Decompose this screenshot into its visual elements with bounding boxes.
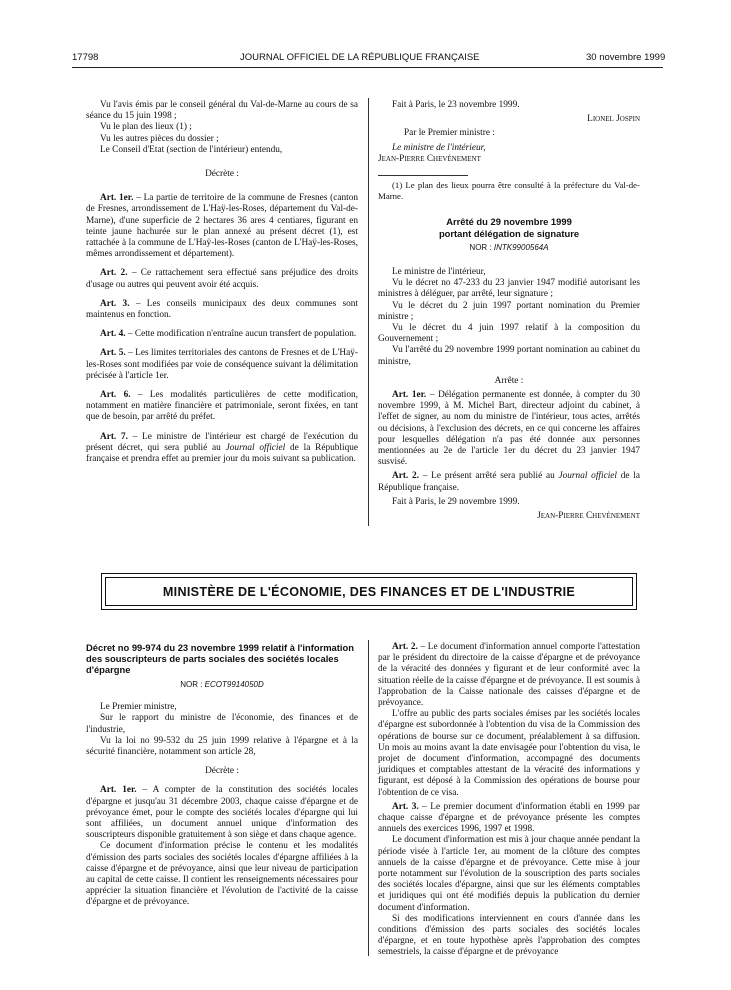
fait-line: Fait à Paris, le 23 novembre 1999.: [392, 100, 520, 110]
article: Art. 4. – Cette modification n'entraîne aucun transfert de population.: [100, 329, 357, 340]
footnote: (1) Le plan des lieux pourra être consulté à la préfecture du Val-de-Marne.: [378, 180, 640, 202]
top-right-column: [378, 100, 640, 522]
vu-line: Le Conseil d'Etat (section de l'intérieur) entendu,: [100, 144, 283, 155]
vu-line: Vu l'avis émis par le conseil général du Val-de-Marne au cours de sa séance du 15 juin 1998 ;: [86, 100, 358, 122]
article: Art. 2. – Ce rattachement sera effectué sans préjudice des droits d'usage ou autres qui peuvent avoir été acquis.: [86, 268, 358, 290]
article: Art. 6. – Les modalités particulières de cette modification, notamment en matière financière et patrimoniale, seront fixées, en tant que de besoin, par arrêté du préfet.: [86, 390, 359, 423]
journal-title: JOURNAL OFFICIEL DE LA RÉPUBLIQUE FRANÇAISE: [240, 52, 480, 63]
arrete-title: Arrêté du 29 novembre 1999: [446, 216, 572, 228]
minister-name: Jean-Pierre Chevènement: [378, 153, 481, 164]
paragraph: Si des modifications interviennent en cours d'année dans les conditions d'émission des parts sociales des sociétés locales d'épargne, et en toute hypothèse après l'approbation des comptes semestriels, la caisse d'épargne et de prévoyance: [378, 913, 640, 958]
decrete-heading: Décrète :: [205, 169, 239, 180]
fait-line: Fait à Paris, le 29 novembre 1999.: [392, 496, 520, 507]
article: Art. 3. – Le premier document d'information établi en 1999 par chaque caisse d'épargne et de prévoyance présente les comptes annuels des exercices 1996, 1997 et 1998.: [378, 801, 640, 835]
page-number: 17798: [72, 52, 99, 63]
top-left-column: [86, 100, 358, 465]
paragraph: L'offre au public des parts sociales émises par les sociétés locales d'épargne est subordonnée à l'obtention du visa de la Commission des opérations de bourse sur ce document, préalablement à sa diffusion. Un mois au moins avant la date envisagée pour l'obtention du visa, le projet de document d'information, accompagné des documents juridiques et comptables attestant de la véracité des informations y figurant, est déposé à la Commission des opérations de bourse pour l'obtention de ce visa.: [378, 709, 640, 798]
vu-line: Vu la loi no 99-532 du 25 juin 1999 relative à l'épargne et à la sécurité financière, notamment son article 28,: [86, 735, 358, 758]
column-divider: [368, 98, 369, 526]
article: Art. 7. – Le ministre de l'intérieur est chargé de l'exécution du présent décret, qui sera publié au Journal officiel de la République française et prendra effet au premier jour du mois suivant sa publication.: [86, 431, 359, 465]
article: Art. 1er. – La partie de territoire de la commune de Fresnes (canton de Fresnes, arrondissement de L'Haÿ-les-Roses, département du Val-de-Marne), d'une superficie de 2 hectares 36 ares 4 centiares, figurant en teinte jaune hachurée sur le plan annexé au présent décret (1), est rattachée à la commune de L'Haÿ-les-Roses (canton de L'Haÿ-les-Roses, mêmes arrondissement et département).: [86, 193, 358, 260]
nor-ref: NOR : ECOT9914050D: [180, 680, 264, 689]
minister-role: Le ministre de l'intérieur,: [392, 142, 486, 153]
signatory: Jean-Pierre Chevènement: [537, 511, 640, 522]
decrete-heading: Décrète :: [205, 766, 239, 777]
arrete-heading: Arrête :: [494, 375, 524, 386]
intro: Le ministre de l'intérieur,: [392, 267, 486, 278]
decree-title: Décret no 99-974 du 23 novembre 1999 relatif à l'information des souscripteurs de parts sociales des sociétés locales d'épargne: [86, 642, 354, 675]
bottom-right-column: [378, 642, 640, 959]
article: Art. 1er. – A compter de la constitution des sociétés locales d'épargne et jusqu'au 31 décembre 2003, chaque caisse d'épargne et de prévoyance émet, pour le compte des sociétés locales d'épargne qui lui sont affiliées, un document annuel unique d'information des souscripteurs disponible gratuitement à son siège et dans chaque agence.: [86, 785, 358, 841]
bottom-left-column: [86, 642, 358, 909]
paragraph: Ce document d'information précise le contenu et les modalités d'émission des parts sociales des sociétés locales d'épargne affiliées à la caisse d'épargne et de prévoyance, ainsi que leur niveau de participation au capital de cette caisse. Il contient les renseignements nécessaires pour apprécier la situation financière et l'évolution de l'activité de la caisse d'épargne et de prévoyance.: [86, 841, 358, 908]
vu-line: Vu le plan des lieux (1) ;: [100, 122, 192, 133]
column-divider: [368, 640, 369, 956]
vu-line: Vu les autres pièces du dossier ;: [100, 133, 219, 144]
article: Art. 1er. – Délégation permanente est donnée, à compter du 30 novembre 1999, à M. Michel Bart, directeur adjoint du cabinet, à l'effet de signer, au nom du ministre de l'intérieur, tous actes, arrêtés ou décisions, à l'exclusion des décrets, en ce qui concerne les affaires pour lesquelles délégation n'a pas été donnée aux personnes mentionnées au 2e de l'article 1er du décret du 23 janvier 1947 susvisé.: [378, 390, 640, 468]
vu-line: Vu le décret du 2 juin 1997 portant nomination du Premier ministre ;: [378, 300, 640, 322]
par-line: Par le Premier ministre :: [404, 128, 495, 139]
ministry-banner: MINISTÈRE DE L'ÉCONOMIE, DES FINANCES ET DE L'INDUSTRIE: [105, 577, 633, 606]
rapport: Sur le rapport du ministre de l'économie, des finances et de l'industrie,: [86, 713, 358, 735]
arrete-subtitle: portant délégation de signature: [438, 227, 580, 239]
header-rule: [72, 67, 663, 68]
vu-line: Vu l'arrêté du 29 novembre 1999 portant nomination au cabinet du ministre,: [378, 345, 640, 367]
article: Art. 2. – Le document d'information annuel comporte l'attestation par le président du directoire de la caisse d'épargne et de prévoyance de la véracité des données y figurant et de leur conformité avec la situation réelle de la caisse d'épargne et de prévoyance. Il est soumis à l'approbation de la Caisse nationale des caisses d'épargne et de prévoyance.: [378, 642, 640, 709]
signatory: Lionel Jospin: [587, 114, 640, 125]
article: Art. 2. – Le présent arrêté sera publié au Journal officiel de la République française.: [378, 471, 640, 493]
vu-line: Vu le décret du 4 juin 1997 relatif à la composition du Gouvernement ;: [378, 323, 640, 345]
footnote-rule: [378, 175, 468, 176]
article: Art. 3. – Les conseils municipaux des deux communes sont maintenus en fonction.: [86, 298, 358, 321]
paragraph: Le document d'information est mis à jour chaque année pendant la période visée à l'article 1er, au moment de la clôture des comptes annuels de la caisse d'épargne et de prévoyance. Cette mise à jour porte notamment sur l'évolution de la souscription des parts sociales des sociétés locales d'épargne, ainsi que sur les éléments comptables et juridiques qui ont été modifiés depuis la publication du dernier document d'information.: [378, 835, 640, 913]
nor-ref: NOR : INTK9900564A: [469, 242, 549, 252]
header-date: 30 novembre 1999: [586, 52, 666, 63]
article: Art. 5. – Les limites territoriales des cantons de Fresnes et de L'Haÿ-les-Roses sont modifiées par voie de conséquence suivant la délimitation précisée à l'article 1er.: [86, 348, 359, 381]
intro: Le Premier ministre,: [100, 702, 177, 713]
vu-line: Vu le décret no 47-233 du 23 janvier 1947 modifié autorisant les ministres à déléguer, par arrêté, leur signature ;: [378, 278, 640, 300]
